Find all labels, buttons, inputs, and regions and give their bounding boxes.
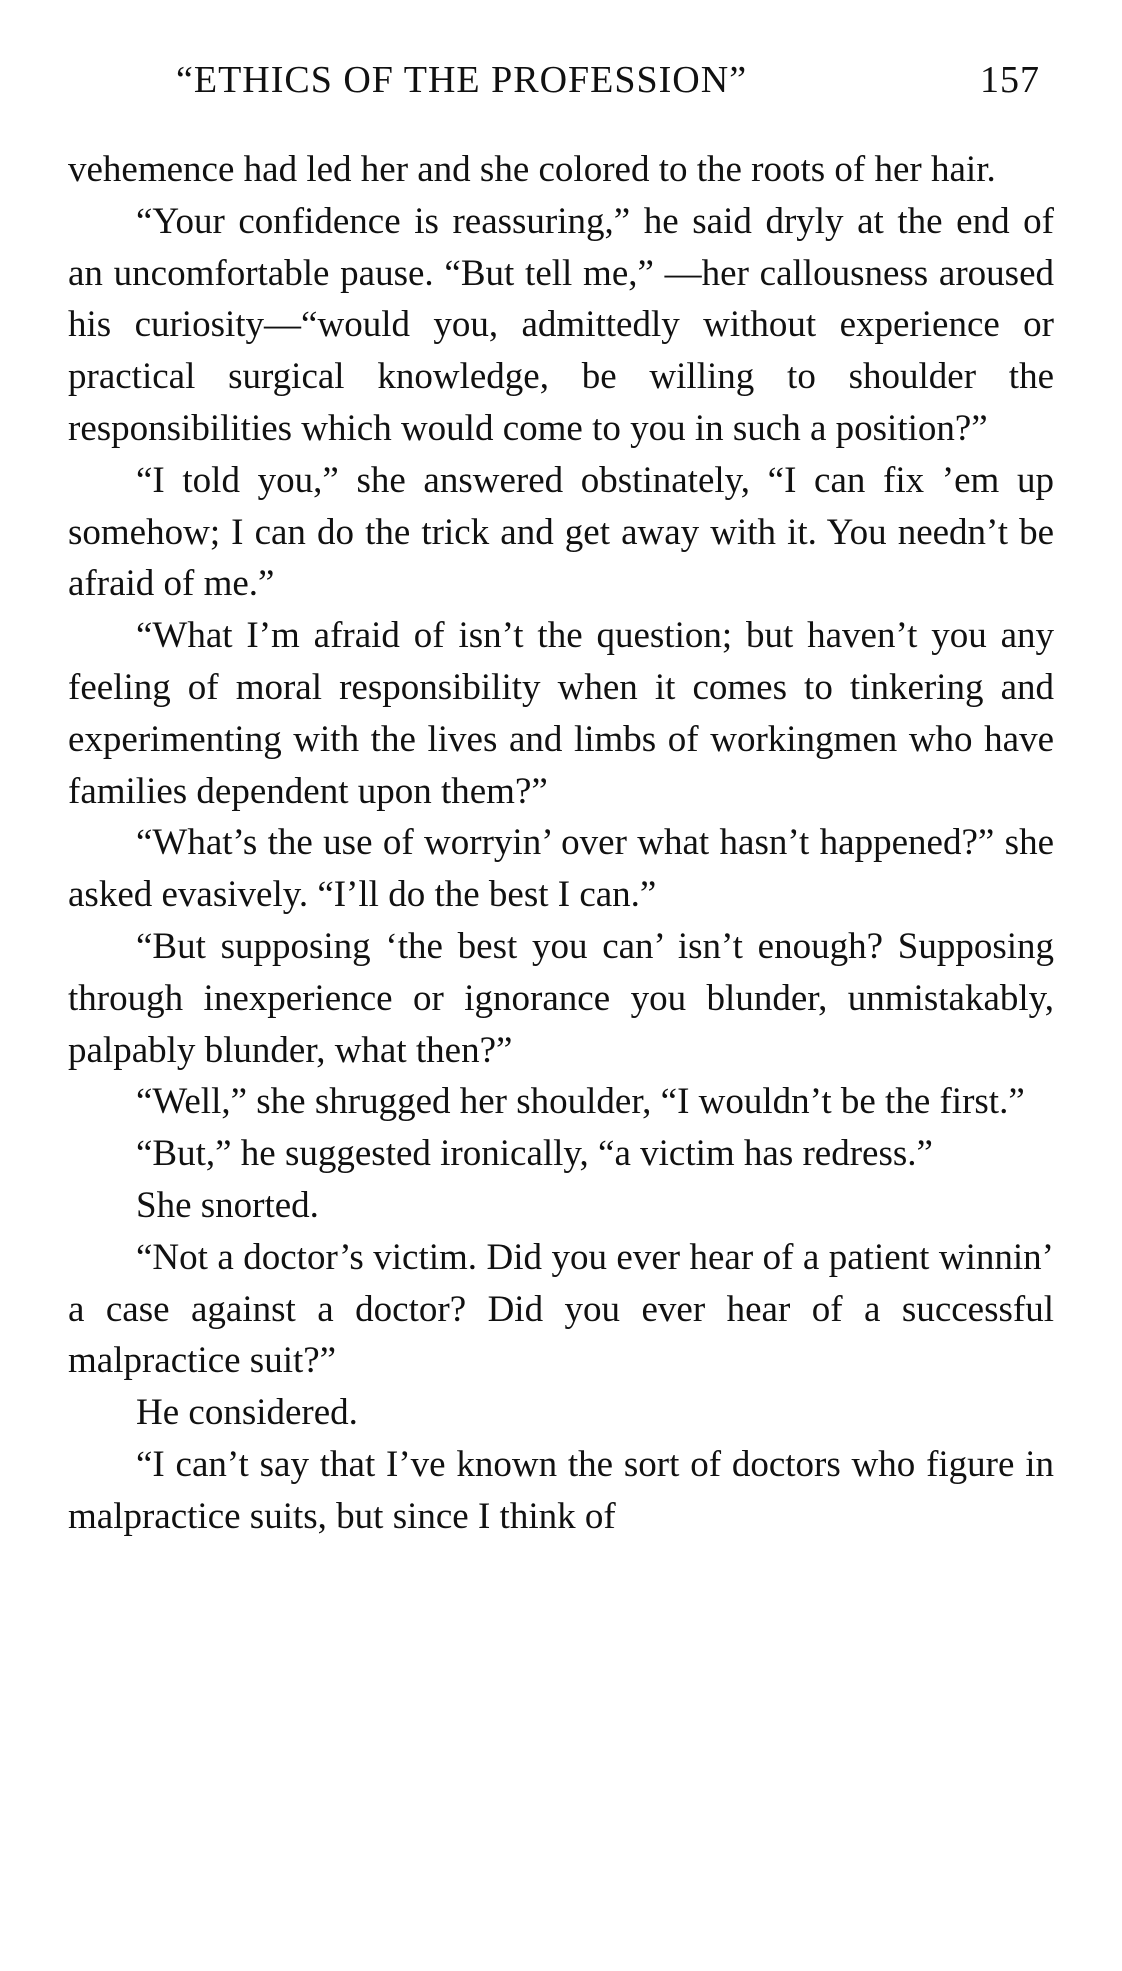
paragraph: “But supposing ‘the best you can’ isn’t enough? Supposing through inexperience or ignorance you blunder, unmistakably, palpably blunder, what then?” xyxy=(68,925,1054,1071)
paragraph: “But,” he suggested ironically, “a victim has redress.” xyxy=(136,1133,933,1175)
paragraph: vehemence had led her and she colored to the roots of her hair. xyxy=(68,149,996,190)
paragraph: “Well,” she shrugged her shoulder, “I wouldn’t be the first.” xyxy=(136,1081,1025,1123)
paragraph: “Your confidence is reassuring,” he said dryly at the end of an uncomfortable pause. “But tell me,” —her callousness aroused his curiosity—“would you, admittedly without experience or practical surgical knowledge, be willing to shoulder the responsibilities which would come to you in such a position?” xyxy=(68,200,1054,449)
paragraph: “Not a doctor’s victim. Did you ever hear of a patient winnin’ a case against a doctor? Did you ever hear of a successful malpractice suit?” xyxy=(68,1236,1054,1382)
running-head xyxy=(68,50,1054,110)
paragraph: “What I’m afraid of isn’t the question; but haven’t you any feeling of moral responsibility when it comes to tinkering and experimenting with the lives and limbs of workingmen who have families dependent upon them?” xyxy=(68,615,1054,812)
page-number: 157 xyxy=(980,59,1040,101)
paragraph: He considered. xyxy=(136,1392,358,1434)
paragraph: “What’s the use of worryin’ over what hasn’t happened?” she asked evasively. “I’ll do the best I can.” xyxy=(68,822,1054,916)
paragraph: “I told you,” she answered obstinately, “I can fix ’em up somehow; I can do the trick and get away with it. You needn’t be afraid of me.” xyxy=(68,459,1054,605)
body-text xyxy=(68,144,1054,1543)
running-title: “ETHICS OF THE PROFESSION” xyxy=(176,59,748,101)
paragraph: She snorted. xyxy=(136,1184,319,1226)
book-page xyxy=(68,50,1054,1543)
paragraph: “I can’t say that I’ve known the sort of doctors who figure in malpractice suits, but since I think of xyxy=(68,1443,1054,1537)
